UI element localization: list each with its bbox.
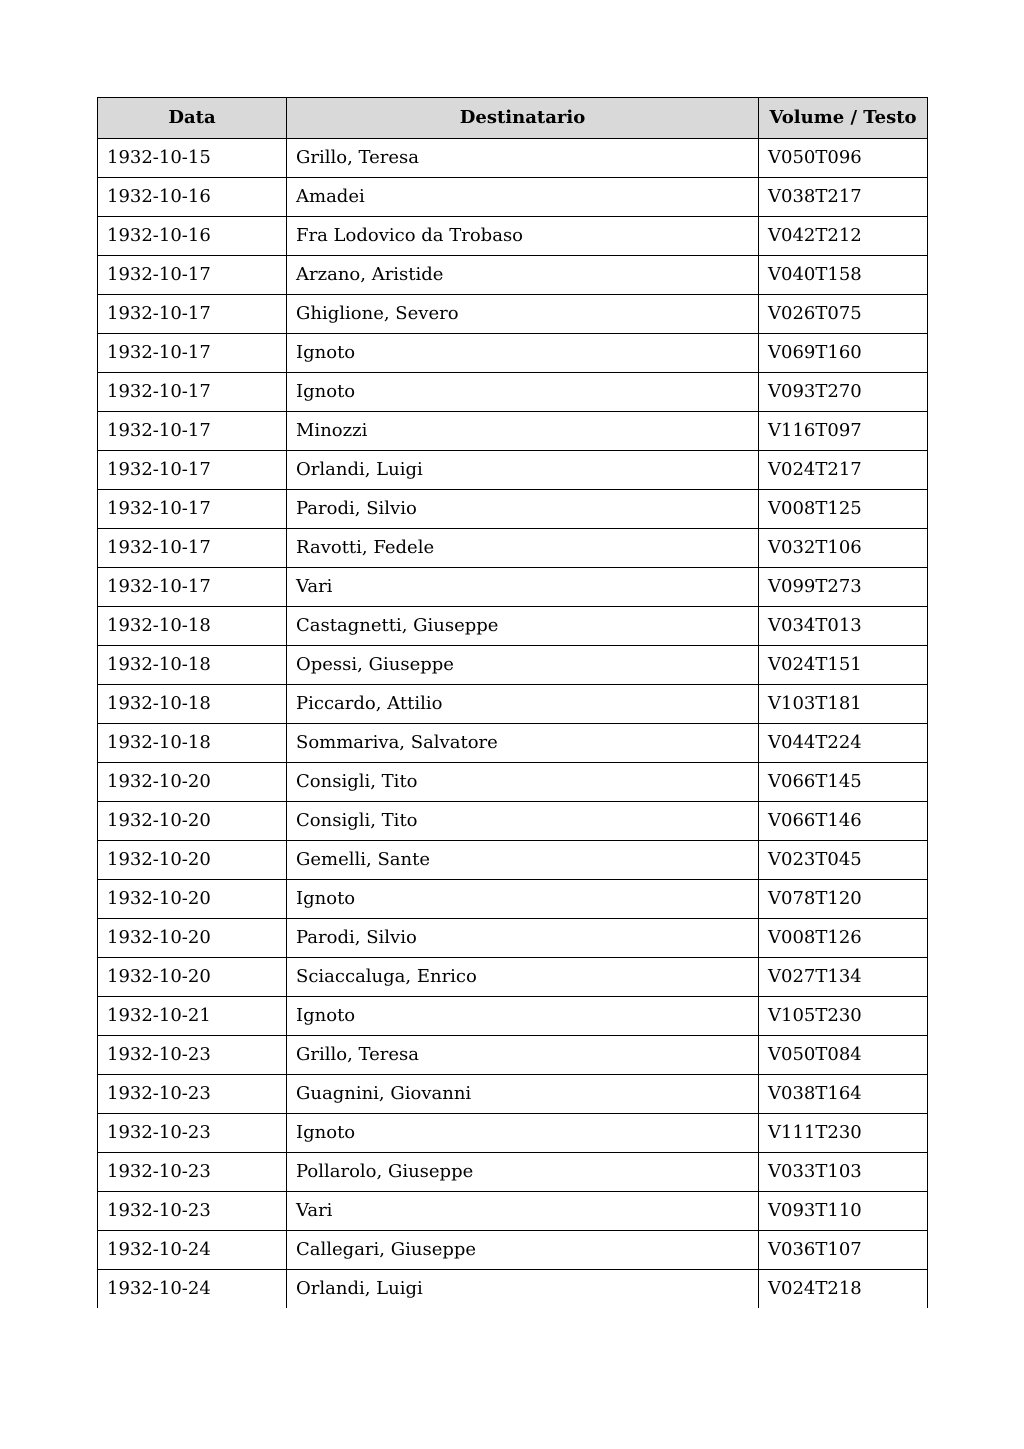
cell-destinatario: Vari [287,1192,759,1231]
table-row [98,295,928,334]
cell-data: 1932-10-23 [98,1036,287,1075]
cell-volume-testo: V050T084 [759,1036,928,1075]
cell-destinatario: Opessi, Giuseppe [287,646,759,685]
table-row [98,373,928,412]
cell-data: 1932-10-16 [98,178,287,217]
table-row [98,529,928,568]
cell-destinatario: Fra Lodovico da Trobaso [287,217,759,256]
cell-data: 1932-10-20 [98,763,287,802]
cell-volume-testo: V023T045 [759,841,928,880]
cell-volume-testo: V024T151 [759,646,928,685]
table-row [98,880,928,919]
cell-destinatario: Piccardo, Attilio [287,685,759,724]
cell-destinatario: Callegari, Giuseppe [287,1231,759,1270]
cell-destinatario: Amadei [287,178,759,217]
cell-volume-testo: V034T013 [759,607,928,646]
cell-data: 1932-10-24 [98,1270,287,1309]
table-row [98,568,928,607]
table-row [98,1036,928,1075]
cell-volume-testo: V024T217 [759,451,928,490]
cell-volume-testo: V066T145 [759,763,928,802]
cell-volume-testo: V027T134 [759,958,928,997]
letters-table [97,97,928,1308]
table-row [98,607,928,646]
cell-data: 1932-10-23 [98,1114,287,1153]
cell-data: 1932-10-17 [98,451,287,490]
cell-volume-testo: V033T103 [759,1153,928,1192]
cell-data: 1932-10-17 [98,412,287,451]
cell-destinatario: Ignoto [287,997,759,1036]
cell-volume-testo: V103T181 [759,685,928,724]
cell-volume-testo: V093T110 [759,1192,928,1231]
cell-destinatario: Ignoto [287,373,759,412]
cell-data: 1932-10-17 [98,256,287,295]
cell-volume-testo: V099T273 [759,568,928,607]
cell-destinatario: Guagnini, Giovanni [287,1075,759,1114]
cell-data: 1932-10-17 [98,334,287,373]
cell-volume-testo: V044T224 [759,724,928,763]
cell-destinatario: Minozzi [287,412,759,451]
cell-destinatario: Parodi, Silvio [287,490,759,529]
cell-volume-testo: V093T270 [759,373,928,412]
cell-data: 1932-10-18 [98,607,287,646]
cell-volume-testo: V050T096 [759,139,928,178]
cell-destinatario: Consigli, Tito [287,802,759,841]
cell-data: 1932-10-18 [98,685,287,724]
cell-volume-testo: V116T097 [759,412,928,451]
cell-destinatario: Consigli, Tito [287,763,759,802]
table-row [98,217,928,256]
cell-data: 1932-10-17 [98,373,287,412]
table-row [98,1153,928,1192]
cell-destinatario: Orlandi, Luigi [287,1270,759,1309]
cell-data: 1932-10-17 [98,490,287,529]
header-destinatario: Destinatario [287,98,759,139]
table-row [98,1270,928,1309]
cell-destinatario: Pollarolo, Giuseppe [287,1153,759,1192]
cell-destinatario: Gemelli, Sante [287,841,759,880]
cell-volume-testo: V038T217 [759,178,928,217]
cell-volume-testo: V038T164 [759,1075,928,1114]
cell-volume-testo: V111T230 [759,1114,928,1153]
cell-data: 1932-10-17 [98,529,287,568]
cell-volume-testo: V026T075 [759,295,928,334]
cell-data: 1932-10-20 [98,958,287,997]
cell-volume-testo: V078T120 [759,880,928,919]
table-row [98,841,928,880]
cell-volume-testo: V036T107 [759,1231,928,1270]
cell-data: 1932-10-17 [98,295,287,334]
cell-destinatario: Arzano, Aristide [287,256,759,295]
cell-data: 1932-10-20 [98,919,287,958]
cell-volume-testo: V069T160 [759,334,928,373]
cell-destinatario: Parodi, Silvio [287,919,759,958]
table-row [98,646,928,685]
table-row [98,1192,928,1231]
cell-destinatario: Ravotti, Fedele [287,529,759,568]
table-row [98,1231,928,1270]
cell-data: 1932-10-20 [98,841,287,880]
cell-data: 1932-10-15 [98,139,287,178]
cell-destinatario: Ignoto [287,1114,759,1153]
table-row [98,685,928,724]
cell-destinatario: Sciaccaluga, Enrico [287,958,759,997]
cell-destinatario: Ignoto [287,334,759,373]
cell-data: 1932-10-24 [98,1231,287,1270]
table-row [98,334,928,373]
table-row [98,256,928,295]
table-row [98,997,928,1036]
cell-data: 1932-10-18 [98,646,287,685]
cell-destinatario: Castagnetti, Giuseppe [287,607,759,646]
cell-volume-testo: V066T146 [759,802,928,841]
cell-volume-testo: V042T212 [759,217,928,256]
cell-destinatario: Grillo, Teresa [287,1036,759,1075]
cell-volume-testo: V024T218 [759,1270,928,1309]
table-row [98,178,928,217]
cell-data: 1932-10-23 [98,1153,287,1192]
header-volume-testo: Volume / Testo [759,98,928,139]
table-row [98,490,928,529]
table-row [98,802,928,841]
cell-data: 1932-10-20 [98,880,287,919]
cell-destinatario: Ghiglione, Severo [287,295,759,334]
cell-data: 1932-10-16 [98,217,287,256]
cell-volume-testo: V105T230 [759,997,928,1036]
cell-destinatario: Ignoto [287,880,759,919]
table-row [98,763,928,802]
table-row [98,958,928,997]
table-body [98,139,928,1309]
table-row [98,412,928,451]
header-data: Data [98,98,287,139]
cell-data: 1932-10-23 [98,1075,287,1114]
cell-destinatario: Orlandi, Luigi [287,451,759,490]
cell-data: 1932-10-20 [98,802,287,841]
cell-volume-testo: V008T126 [759,919,928,958]
table-row [98,1075,928,1114]
cell-data: 1932-10-21 [98,997,287,1036]
cell-destinatario: Grillo, Teresa [287,139,759,178]
cell-destinatario: Vari [287,568,759,607]
cell-volume-testo: V040T158 [759,256,928,295]
table-row [98,724,928,763]
cell-destinatario: Sommariva, Salvatore [287,724,759,763]
table-row [98,139,928,178]
table-row [98,919,928,958]
table-row [98,451,928,490]
table-header-row [98,98,928,139]
cell-volume-testo: V008T125 [759,490,928,529]
cell-data: 1932-10-23 [98,1192,287,1231]
cell-volume-testo: V032T106 [759,529,928,568]
cell-data: 1932-10-17 [98,568,287,607]
table-row [98,1114,928,1153]
cell-data: 1932-10-18 [98,724,287,763]
